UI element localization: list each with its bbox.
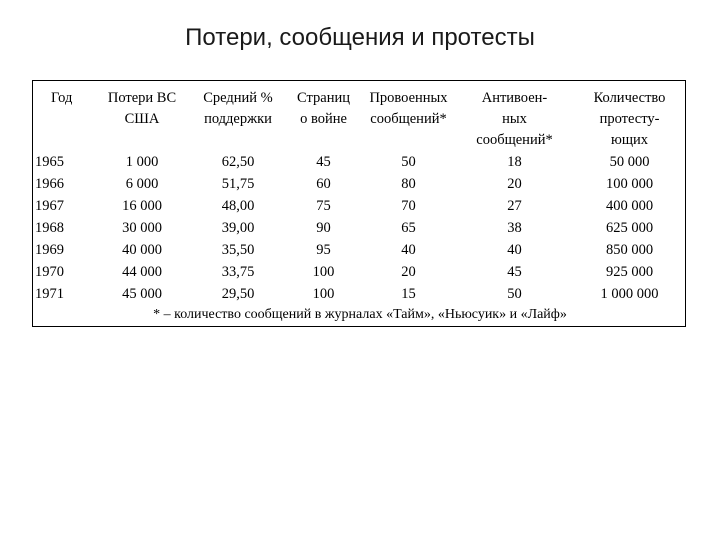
header-support [191,88,285,151]
pages-cell: 45 [316,154,331,170]
header-line: США [124,111,160,127]
header-line: Год [51,90,73,106]
table-header [33,88,685,151]
casualties-cell: 1 000 [125,154,159,170]
header-protesters [574,88,685,151]
casualties-cell: 44 000 [122,264,162,280]
prowar-cell: 15 [401,286,416,302]
prowar-cell: 40 [401,242,416,258]
protesters-cell: 925 000 [605,264,654,280]
table-row [33,283,685,305]
header-pages [285,88,362,151]
header-line: Количество [593,90,666,106]
header-line: Потери ВС [107,90,177,106]
header-line: ных [502,111,527,127]
support-cell: 35,50 [221,242,255,258]
year-cell: 1965 [35,154,64,170]
header-line: Провоенных [369,90,448,106]
table-row [33,195,685,217]
data-table [33,88,685,305]
pages-cell: 95 [316,242,331,258]
data-table-frame [32,80,686,327]
protesters-cell: 50 000 [609,154,650,170]
header-casualties [93,88,191,151]
casualties-cell: 6 000 [125,176,159,192]
protesters-cell: 1 000 000 [600,286,659,302]
casualties-cell: 45 000 [122,286,162,302]
pages-cell: 60 [316,176,331,192]
year-cell: 1967 [35,198,64,214]
header-prowar [362,88,455,151]
casualties-cell: 16 000 [122,198,162,214]
support-cell: 33,75 [221,264,255,280]
pages-cell: 100 [312,286,335,302]
year-cell: 1968 [35,220,64,236]
header-row [33,88,685,151]
prowar-cell: 20 [401,264,416,280]
header-line: сообщений* [476,132,553,148]
year-cell: 1966 [35,176,64,192]
table-row [33,173,685,195]
table-row [33,151,685,173]
table-row [33,239,685,261]
header-year [33,88,93,151]
table-body [33,151,685,305]
year-cell: 1970 [35,264,64,280]
support-cell: 29,50 [221,286,255,302]
header-line: о войне [300,111,347,127]
table-row [33,217,685,239]
header-line: протесту- [599,111,660,127]
support-cell: 39,00 [221,220,255,236]
header-line: Антивоен- [481,90,548,106]
table-footnote: * – количество сообщений в журналах «Тайм», «Ньюсуик» и «Лайф» [153,307,567,322]
header-line: ющих [610,132,648,148]
slide-title: Потери, сообщения и протесты [185,24,535,51]
header-antiwar [455,88,574,151]
protesters-cell: 100 000 [605,176,654,192]
year-cell: 1971 [35,286,64,302]
prowar-cell: 65 [401,220,416,236]
protesters-cell: 625 000 [605,220,654,236]
casualties-cell: 40 000 [122,242,162,258]
support-cell: 62,50 [221,154,255,170]
pages-cell: 100 [312,264,335,280]
prowar-cell: 80 [401,176,416,192]
antiwar-cell: 45 [507,264,522,280]
support-cell: 48,00 [221,198,255,214]
pages-cell: 75 [316,198,331,214]
antiwar-cell: 18 [507,154,522,170]
year-cell: 1969 [35,242,64,258]
antiwar-cell: 40 [507,242,522,258]
antiwar-cell: 20 [507,176,522,192]
header-line: сообщений* [370,111,447,127]
header-line: поддержки [204,111,272,127]
prowar-cell: 50 [401,154,416,170]
casualties-cell: 30 000 [122,220,162,236]
header-line: Средний % [203,90,273,106]
pages-cell: 90 [316,220,331,236]
header-line: Страниц [297,90,350,106]
protesters-cell: 400 000 [605,198,654,214]
antiwar-cell: 38 [507,220,522,236]
antiwar-cell: 50 [507,286,522,302]
table-row [33,261,685,283]
prowar-cell: 70 [401,198,416,214]
antiwar-cell: 27 [507,198,522,214]
protesters-cell: 850 000 [605,242,654,258]
support-cell: 51,75 [221,176,255,192]
